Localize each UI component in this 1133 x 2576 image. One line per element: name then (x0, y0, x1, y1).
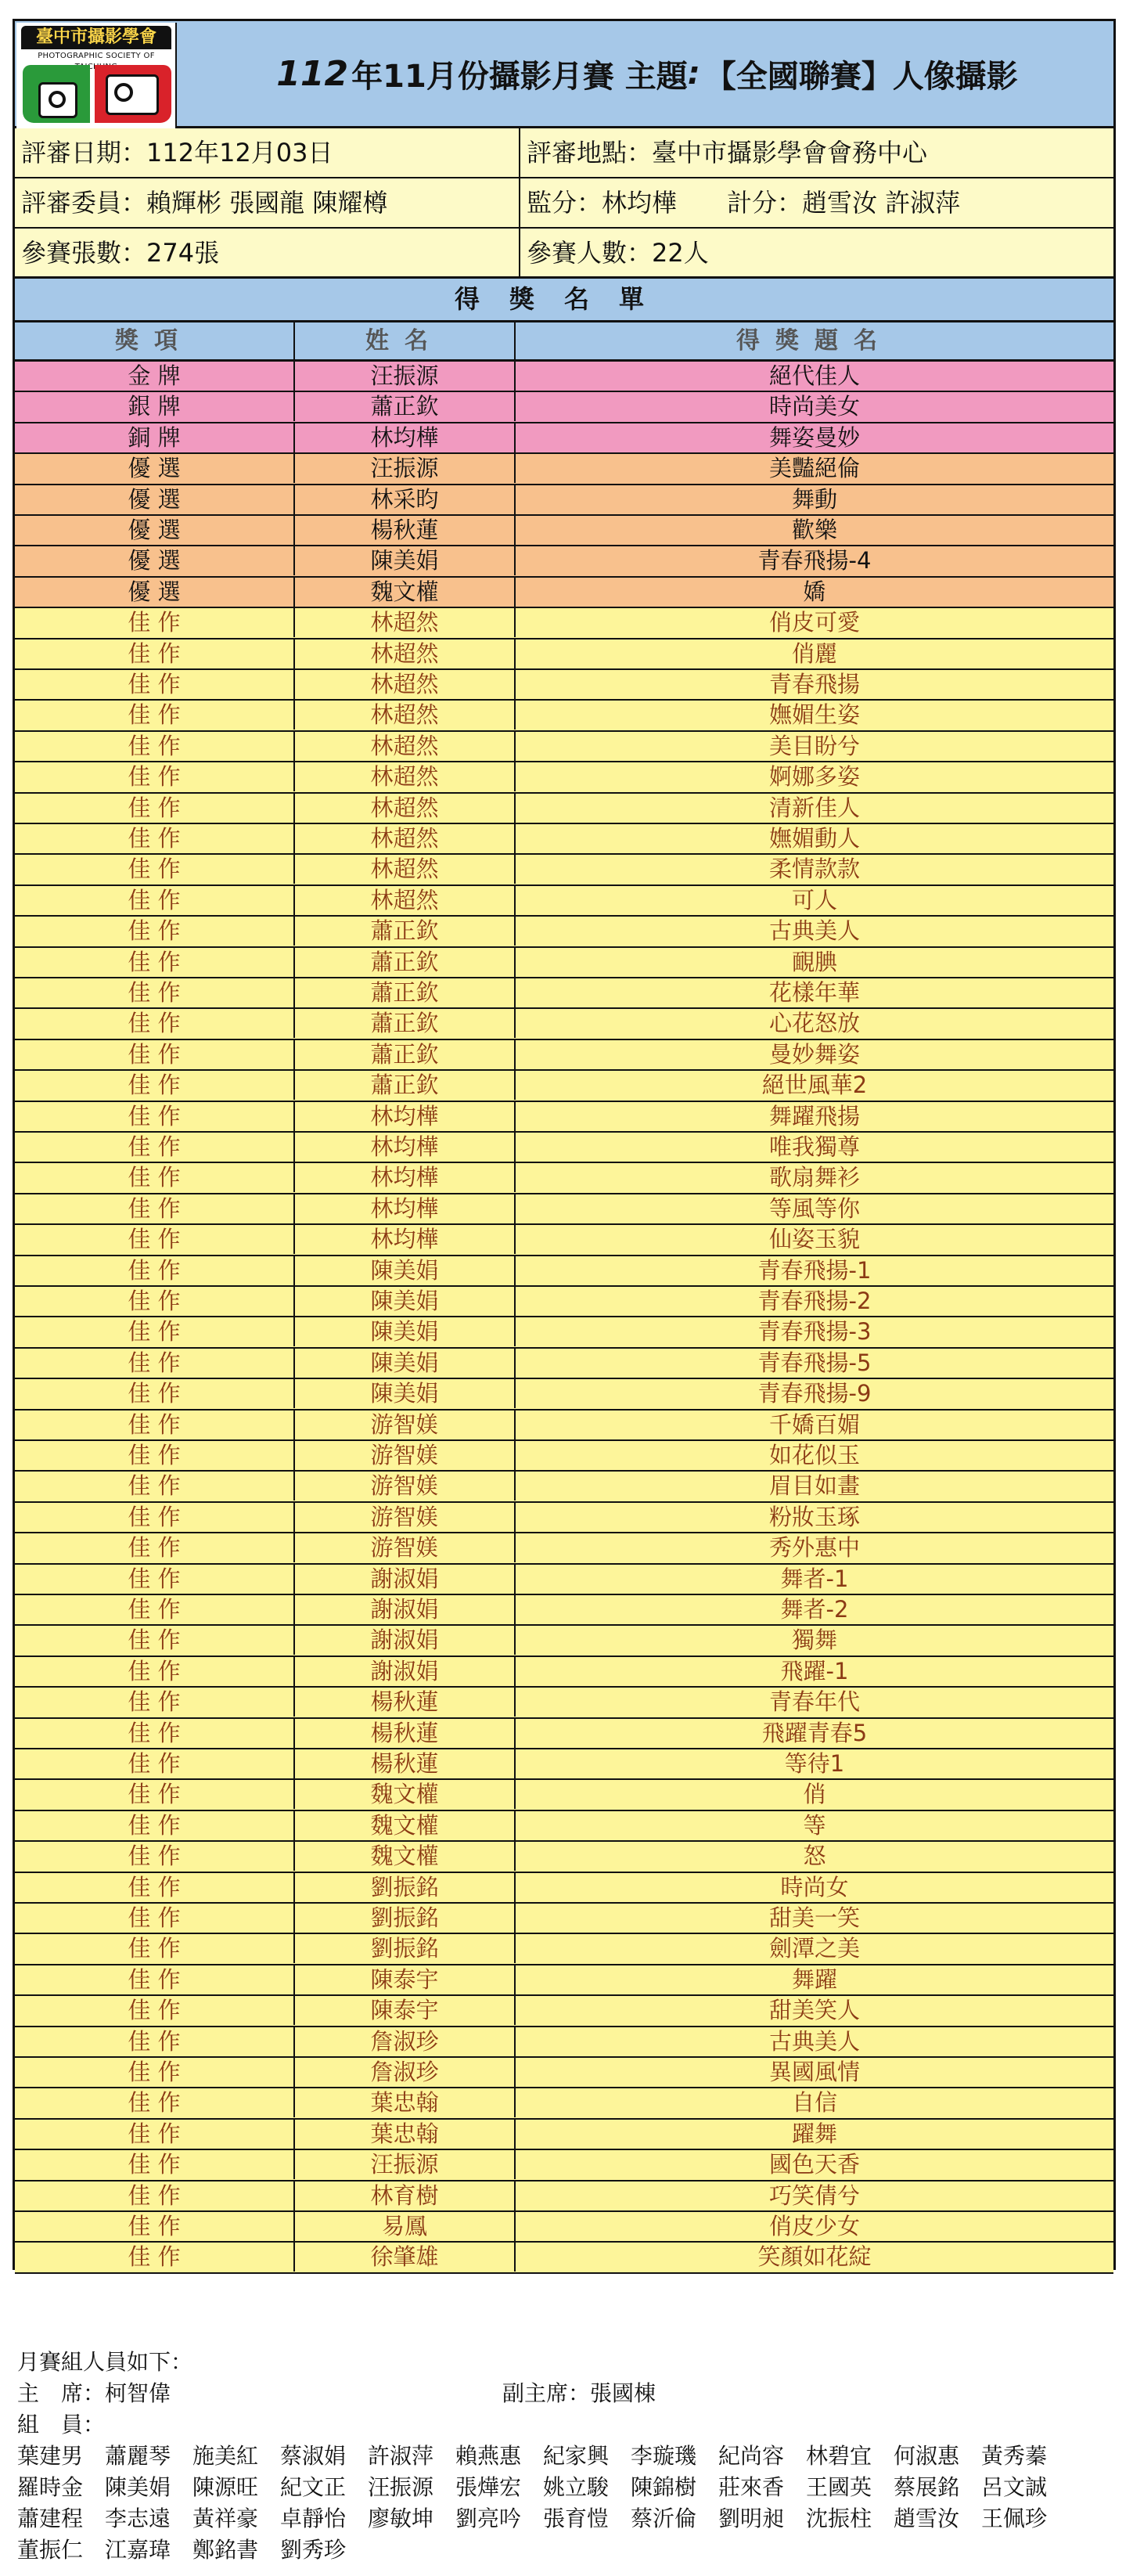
title-cell: 等風等你 (768, 1194, 860, 1222)
title-banner (13, 19, 1116, 128)
title-cell: 青春飛揚-1 (757, 1256, 872, 1284)
award-cell: 佳 作 (15, 794, 295, 823)
table-row (15, 1379, 1113, 1410)
name-cell: 游智媄 (295, 1503, 516, 1532)
name-cell: 林超然 (295, 886, 516, 915)
award-cell: 佳 作 (15, 978, 295, 1007)
award-cell: 佳 作 (15, 1287, 295, 1316)
name-cell: 陳美娟 (295, 1379, 516, 1408)
title-cell: 時尚女 (780, 1873, 849, 1900)
name-cell: 謝淑娟 (295, 1595, 516, 1624)
title-cell: 飛躍-1 (780, 1657, 849, 1684)
column-title: 得獎題名 (736, 327, 893, 355)
title-cell: 花樣年華 (768, 979, 860, 1006)
judging-location: 評審地點：臺中市攝影學會會務中心 (527, 138, 928, 168)
title-cell: 甜美一笑 (768, 1904, 860, 1931)
logo-subtitle: PHOTOGRAPHIC SOCIETY OF (38, 52, 155, 60)
title-cell: 笑顏如花綻 (757, 2243, 872, 2271)
award-cell: 佳 作 (15, 1657, 295, 1686)
award-cell: 佳 作 (15, 701, 295, 730)
award-cell: 佳 作 (15, 2212, 295, 2241)
award-cell: 佳 作 (15, 855, 295, 884)
name-cell: 游智媄 (295, 1441, 516, 1470)
table-row (15, 2181, 1113, 2212)
title-cell: 嫵媚生姿 (768, 701, 860, 729)
award-cell: 佳 作 (15, 1626, 295, 1655)
name-cell: 林超然 (295, 794, 516, 823)
award-cell: 佳 作 (15, 2058, 295, 2087)
title-cell: 自信 (791, 2089, 837, 2117)
title-text: 年11月份攝影月賽 主題 (351, 58, 688, 95)
name-cell: 林超然 (295, 608, 516, 637)
name-cell: 陳美娟 (295, 546, 516, 575)
award-cell: 優 選 (15, 516, 295, 545)
award-cell: 佳 作 (15, 732, 295, 761)
title-cell: 舞動 (791, 485, 837, 513)
name-cell: 游智媄 (295, 1533, 516, 1562)
title-cell: 心花怒放 (768, 1010, 860, 1037)
table-row (15, 1749, 1113, 1780)
judges: 評審委員：賴輝彬 張國龍 陳耀樽 (15, 178, 520, 227)
title-cell: 俏皮少女 (768, 2213, 860, 2239)
name-cell: 謝淑娟 (295, 1626, 516, 1655)
name-cell: 陳美娟 (295, 1256, 516, 1285)
name-cell: 劉振銘 (295, 1934, 516, 1963)
title-cell: 可人 (791, 886, 837, 913)
table-row (15, 516, 1113, 546)
title-cell: 婀娜多姿 (768, 763, 860, 791)
name-cell: 劉振銘 (295, 1904, 516, 1933)
title-cell: 靦腆 (791, 948, 837, 975)
table-row (15, 1719, 1113, 1749)
name-cell: 林均樺 (295, 423, 516, 452)
table-row (15, 546, 1113, 577)
table-row (15, 1934, 1113, 1965)
award-cell: 佳 作 (15, 2150, 295, 2179)
award-cell: 佳 作 (15, 1133, 295, 1162)
title-cell: 國色天香 (768, 2151, 860, 2178)
supervisor-scorer: 監分：林均樺 計分：趙雪汝 許淑萍 (527, 188, 961, 218)
award-cell: 佳 作 (15, 1410, 295, 1439)
page-title (179, 21, 1115, 126)
logo-name: 臺中市攝影學會 (21, 26, 171, 49)
table-row (15, 1965, 1113, 1996)
award-cell: 佳 作 (15, 1688, 295, 1717)
name-cell: 蕭正欽 (295, 1040, 516, 1069)
award-cell: 優 選 (15, 485, 295, 514)
award-cell: 佳 作 (15, 670, 295, 699)
judging-date: 評審日期：112年12月03日 (15, 128, 520, 177)
table-row (15, 639, 1113, 670)
table-row (15, 1595, 1113, 1626)
name-cell: 林均樺 (295, 1163, 516, 1192)
award-cell: 銀 牌 (15, 392, 295, 421)
committee-members: 羅時金 陳美娟 陳源旺 紀文正 汪振源 張燁宏 姚立駿 陳錦樹 莊來香 王國英 蔡展銘 呂文誠 (17, 2474, 1048, 2500)
table-row (15, 1780, 1113, 1810)
name-cell: 魏文權 (295, 1811, 516, 1840)
table-row (15, 423, 1113, 454)
committee-members: 蕭建程 李志遠 黃祥豪 卓靜怡 廖敏坤 劉亮吟 張育愷 蔡沂倫 劉明昶 沈振柱 趙雪汝 王佩珍 (17, 2506, 1048, 2531)
title-cell: 甜美笑人 (768, 1997, 860, 2024)
award-cell: 銅 牌 (15, 423, 295, 452)
award-cell: 佳 作 (15, 1379, 295, 1408)
title-cell: 柔情款款 (768, 856, 860, 883)
info-row (15, 128, 1113, 178)
table-row (15, 1163, 1113, 1194)
name-cell: 蕭正欽 (295, 917, 516, 946)
title-cell: 青春飛揚 (768, 671, 860, 697)
name-cell: 詹淑珍 (295, 2027, 516, 2056)
committee-heading: 月賽組人員如下： (17, 2349, 193, 2375)
title-cell: 劍潭之美 (768, 1935, 860, 1962)
table-row (15, 1225, 1113, 1256)
name-cell: 陳美娟 (295, 1317, 516, 1346)
title-cell: 俏 (803, 1781, 826, 1808)
table-row (15, 824, 1113, 855)
table-row (15, 1040, 1113, 1071)
name-cell: 汪振源 (295, 362, 516, 391)
name-cell: 游智媄 (295, 1410, 516, 1439)
table-row (15, 732, 1113, 762)
table-row (15, 1533, 1113, 1564)
table-row (15, 1287, 1113, 1317)
society-logo (16, 23, 177, 129)
name-cell: 謝淑娟 (295, 1565, 516, 1594)
table-row (15, 1657, 1113, 1688)
title-cell: 古典美人 (768, 2027, 860, 2055)
name-cell: 林超然 (295, 639, 516, 668)
table-row (15, 2150, 1113, 2181)
table-row (15, 578, 1113, 608)
title-cell: 千嬌百媚 (768, 1410, 860, 1438)
table-row (15, 2243, 1113, 2273)
award-cell: 佳 作 (15, 1533, 295, 1562)
award-cell: 佳 作 (15, 1040, 295, 1069)
title-cell: 清新佳人 (768, 794, 860, 821)
title-cell: 時尚美女 (768, 393, 860, 420)
title-theme: 【全國聯賽】人像攝影 (704, 58, 1018, 95)
title-cell: 巧笑倩兮 (768, 2181, 860, 2209)
name-cell: 易鳳 (295, 2212, 516, 2241)
award-cell: 佳 作 (15, 1441, 295, 1470)
table-row (15, 2027, 1113, 2058)
award-cell: 優 選 (15, 546, 295, 575)
award-cell: 佳 作 (15, 1842, 295, 1871)
award-cell: 佳 作 (15, 1595, 295, 1624)
title-cell: 秀外惠中 (768, 1534, 860, 1562)
award-cell: 佳 作 (15, 1503, 295, 1532)
title-cell: 美豔絕倫 (768, 455, 860, 482)
table-row (15, 2088, 1113, 2119)
table-row (15, 1472, 1113, 1502)
name-cell: 魏文權 (295, 1842, 516, 1871)
committee-members: 葉建男 蕭麗琴 施美紅 蔡淑娟 許淑萍 賴燕惠 紀家興 李璇璣 紀尚容 林碧宜 何淑惠 黃秀蓁 (17, 2443, 1048, 2469)
award-cell: 佳 作 (15, 1719, 295, 1748)
title-cell: 青春飛揚-5 (757, 1349, 872, 1376)
name-cell: 林均樺 (295, 1225, 516, 1254)
title-cell: 青春飛揚-3 (757, 1318, 872, 1346)
table-row (15, 701, 1113, 731)
award-cell: 佳 作 (15, 1194, 295, 1223)
award-cell: 佳 作 (15, 1225, 295, 1254)
award-cell: 佳 作 (15, 2088, 295, 2117)
name-cell: 蕭正欽 (295, 392, 516, 421)
title-cell: 絕代佳人 (768, 362, 860, 389)
name-cell: 陳泰宇 (295, 1965, 516, 1994)
title-cell: 舞躍 (791, 1965, 837, 1993)
award-cell: 佳 作 (15, 948, 295, 977)
table-row (15, 917, 1113, 947)
award-cell: 優 選 (15, 578, 295, 607)
name-cell: 楊秋蓮 (295, 1719, 516, 1748)
contest-info (13, 128, 1116, 279)
table-row (15, 1349, 1113, 1379)
participant-count: 參賽人數：22人 (527, 238, 709, 268)
table-row (15, 1996, 1113, 2027)
name-cell: 謝淑娟 (295, 1657, 516, 1686)
title-cell: 舞姿曼妙 (768, 423, 860, 451)
info-row (15, 178, 1113, 229)
title-cell: 仙姿玉貌 (768, 1226, 860, 1253)
name-cell: 林均樺 (295, 1194, 516, 1223)
table-row (15, 1071, 1113, 1101)
name-cell: 汪振源 (295, 2150, 516, 2179)
award-cell: 佳 作 (15, 2181, 295, 2210)
award-cell: 佳 作 (15, 1009, 295, 1038)
name-cell: 陳美娟 (295, 1287, 516, 1316)
name-cell: 汪振源 (295, 454, 516, 483)
column-award: 獎項 (15, 322, 295, 359)
table-row (15, 454, 1113, 485)
table-row (15, 1009, 1113, 1039)
name-cell: 楊秋蓮 (295, 516, 516, 545)
title-cell: 嫵媚動人 (768, 825, 860, 852)
table-row (15, 794, 1113, 824)
table-row (15, 2212, 1113, 2243)
table-row (15, 1194, 1113, 1225)
winners-heading: 得獎名單 (13, 279, 1116, 322)
award-cell: 佳 作 (15, 1904, 295, 1933)
title-cell: 如花似玉 (768, 1442, 860, 1468)
table-row (15, 1410, 1113, 1441)
table-row (15, 855, 1113, 885)
name-cell: 林均樺 (295, 1102, 516, 1131)
title-cell: 唯我獨尊 (768, 1133, 860, 1160)
title-cell: 青春年代 (768, 1688, 860, 1716)
table-row (15, 1503, 1113, 1533)
title-cell: 舞者-2 (780, 1596, 849, 1623)
table-row (15, 1441, 1113, 1472)
table-row (15, 978, 1113, 1009)
info-row (15, 229, 1113, 279)
projector-icon (95, 65, 171, 123)
table-header (13, 322, 1116, 362)
table-row (15, 1256, 1113, 1287)
table-row (15, 948, 1113, 978)
name-cell: 林超然 (295, 701, 516, 730)
award-cell: 佳 作 (15, 1349, 295, 1378)
award-cell: 佳 作 (15, 1071, 295, 1100)
column-name: 姓名 (295, 322, 516, 359)
name-cell: 魏文權 (295, 1780, 516, 1809)
award-cell: 佳 作 (15, 886, 295, 915)
award-cell: 佳 作 (15, 1102, 295, 1131)
title-cell: 青春飛揚-4 (757, 547, 872, 575)
title-cell: 舞者-1 (780, 1565, 849, 1592)
name-cell: 徐肇雄 (295, 2243, 516, 2272)
name-cell: 陳美娟 (295, 1349, 516, 1378)
title-cell: 舞躍飛揚 (768, 1102, 860, 1129)
table-row (15, 392, 1113, 423)
award-cell: 佳 作 (15, 1163, 295, 1192)
award-cell: 佳 作 (15, 1965, 295, 1994)
table-row (15, 608, 1113, 639)
title-cell: 曼妙舞姿 (768, 1040, 860, 1068)
title-cell: 怒 (803, 1843, 826, 1870)
title-cell: 等待1 (784, 1750, 845, 1777)
title-cell: 青春飛揚-9 (757, 1380, 872, 1407)
title-cell: 歌扇舞衫 (768, 1164, 860, 1191)
award-table (13, 362, 1116, 2270)
name-cell: 林超然 (295, 762, 516, 791)
title-cell: 古典美人 (768, 917, 860, 945)
name-cell: 游智媄 (295, 1472, 516, 1501)
table-row (15, 1102, 1113, 1133)
table-row (15, 2058, 1113, 2088)
title-cell: 青春飛揚-2 (757, 1288, 872, 1314)
award-cell: 佳 作 (15, 1749, 295, 1778)
entry-count: 參賽張數：274張 (15, 229, 520, 277)
title-cell: 飛躍青春5 (761, 1719, 868, 1746)
award-cell: 佳 作 (15, 2243, 295, 2272)
table-row (15, 1688, 1113, 1718)
committee-chair: 主 席：柯智偉 (17, 2380, 171, 2406)
name-cell: 陳泰宇 (295, 1996, 516, 2025)
table-row (15, 1626, 1113, 1656)
name-cell: 楊秋蓮 (295, 1688, 516, 1717)
name-cell: 林均樺 (295, 1133, 516, 1162)
award-cell: 佳 作 (15, 1565, 295, 1594)
award-cell: 佳 作 (15, 1780, 295, 1809)
table-row (15, 1133, 1113, 1163)
name-cell: 蕭正欽 (295, 1071, 516, 1100)
committee-vice-chair: 副主席：張國棟 (502, 2380, 656, 2406)
table-row (15, 1873, 1113, 1904)
table-row (15, 485, 1113, 516)
table-row (15, 1565, 1113, 1595)
award-cell: 佳 作 (15, 608, 295, 637)
name-cell: 林超然 (295, 824, 516, 853)
committee-members: 董振仁 江嘉瑋 鄭銘書 劉秀珍 (17, 2537, 347, 2563)
award-cell: 佳 作 (15, 1472, 295, 1501)
award-cell: 佳 作 (15, 917, 295, 946)
award-cell: 佳 作 (15, 1996, 295, 2025)
award-cell: 佳 作 (15, 1256, 295, 1285)
title-year: 112 (276, 53, 349, 94)
award-cell: 佳 作 (15, 824, 295, 853)
name-cell: 葉忠翰 (295, 2088, 516, 2117)
award-cell: 佳 作 (15, 1873, 295, 1902)
name-cell: 蕭正欽 (295, 1009, 516, 1038)
title-cell: 獨舞 (791, 1627, 837, 1654)
name-cell: 葉忠翰 (295, 2120, 516, 2149)
table-row (15, 362, 1113, 392)
award-cell: 優 選 (15, 454, 295, 483)
name-cell: 林超然 (295, 855, 516, 884)
award-cell: 佳 作 (15, 1934, 295, 1963)
table-row (15, 1811, 1113, 1842)
name-cell: 林超然 (295, 732, 516, 761)
title-cell: 異國風情 (768, 2059, 860, 2085)
name-cell: 魏文權 (295, 578, 516, 607)
name-cell: 林超然 (295, 670, 516, 699)
name-cell: 楊秋蓮 (295, 1749, 516, 1778)
camera-icon (23, 65, 90, 123)
award-cell: 佳 作 (15, 2027, 295, 2056)
name-cell: 蕭正欽 (295, 978, 516, 1007)
name-cell: 林育樹 (295, 2181, 516, 2210)
name-cell: 劉振銘 (295, 1873, 516, 1902)
table-row (15, 670, 1113, 701)
committee-members-label: 組 員： (17, 2412, 106, 2437)
table-row (15, 886, 1113, 917)
award-cell: 佳 作 (15, 2120, 295, 2149)
title-cell: 美目盼兮 (768, 732, 860, 759)
title-cell: 嬌 (803, 578, 826, 605)
title-cell: 歡樂 (791, 517, 837, 543)
title-cell: 等 (803, 1811, 826, 1839)
table-row (15, 762, 1113, 793)
table-row (15, 1904, 1113, 1934)
table-row (15, 1842, 1113, 1872)
title-cell: 俏皮可愛 (768, 609, 860, 636)
award-cell: 佳 作 (15, 639, 295, 668)
title-cell: 俏麗 (791, 639, 837, 667)
award-cell: 佳 作 (15, 762, 295, 791)
title-cell: 絕世風華2 (761, 1072, 868, 1099)
table-row (15, 1317, 1113, 1348)
award-cell: 佳 作 (15, 1317, 295, 1346)
table-row (15, 2120, 1113, 2150)
award-cell: 佳 作 (15, 1811, 295, 1840)
title-cell: 眉目如畫 (768, 1472, 860, 1500)
name-cell: 詹淑珍 (295, 2058, 516, 2087)
award-cell: 金 牌 (15, 362, 295, 391)
title-colon: : (687, 56, 700, 92)
title-cell: 躍舞 (791, 2120, 837, 2147)
title-cell: 粉妝玉琢 (768, 1503, 860, 1530)
name-cell: 蕭正欽 (295, 948, 516, 977)
name-cell: 林采昀 (295, 485, 516, 514)
